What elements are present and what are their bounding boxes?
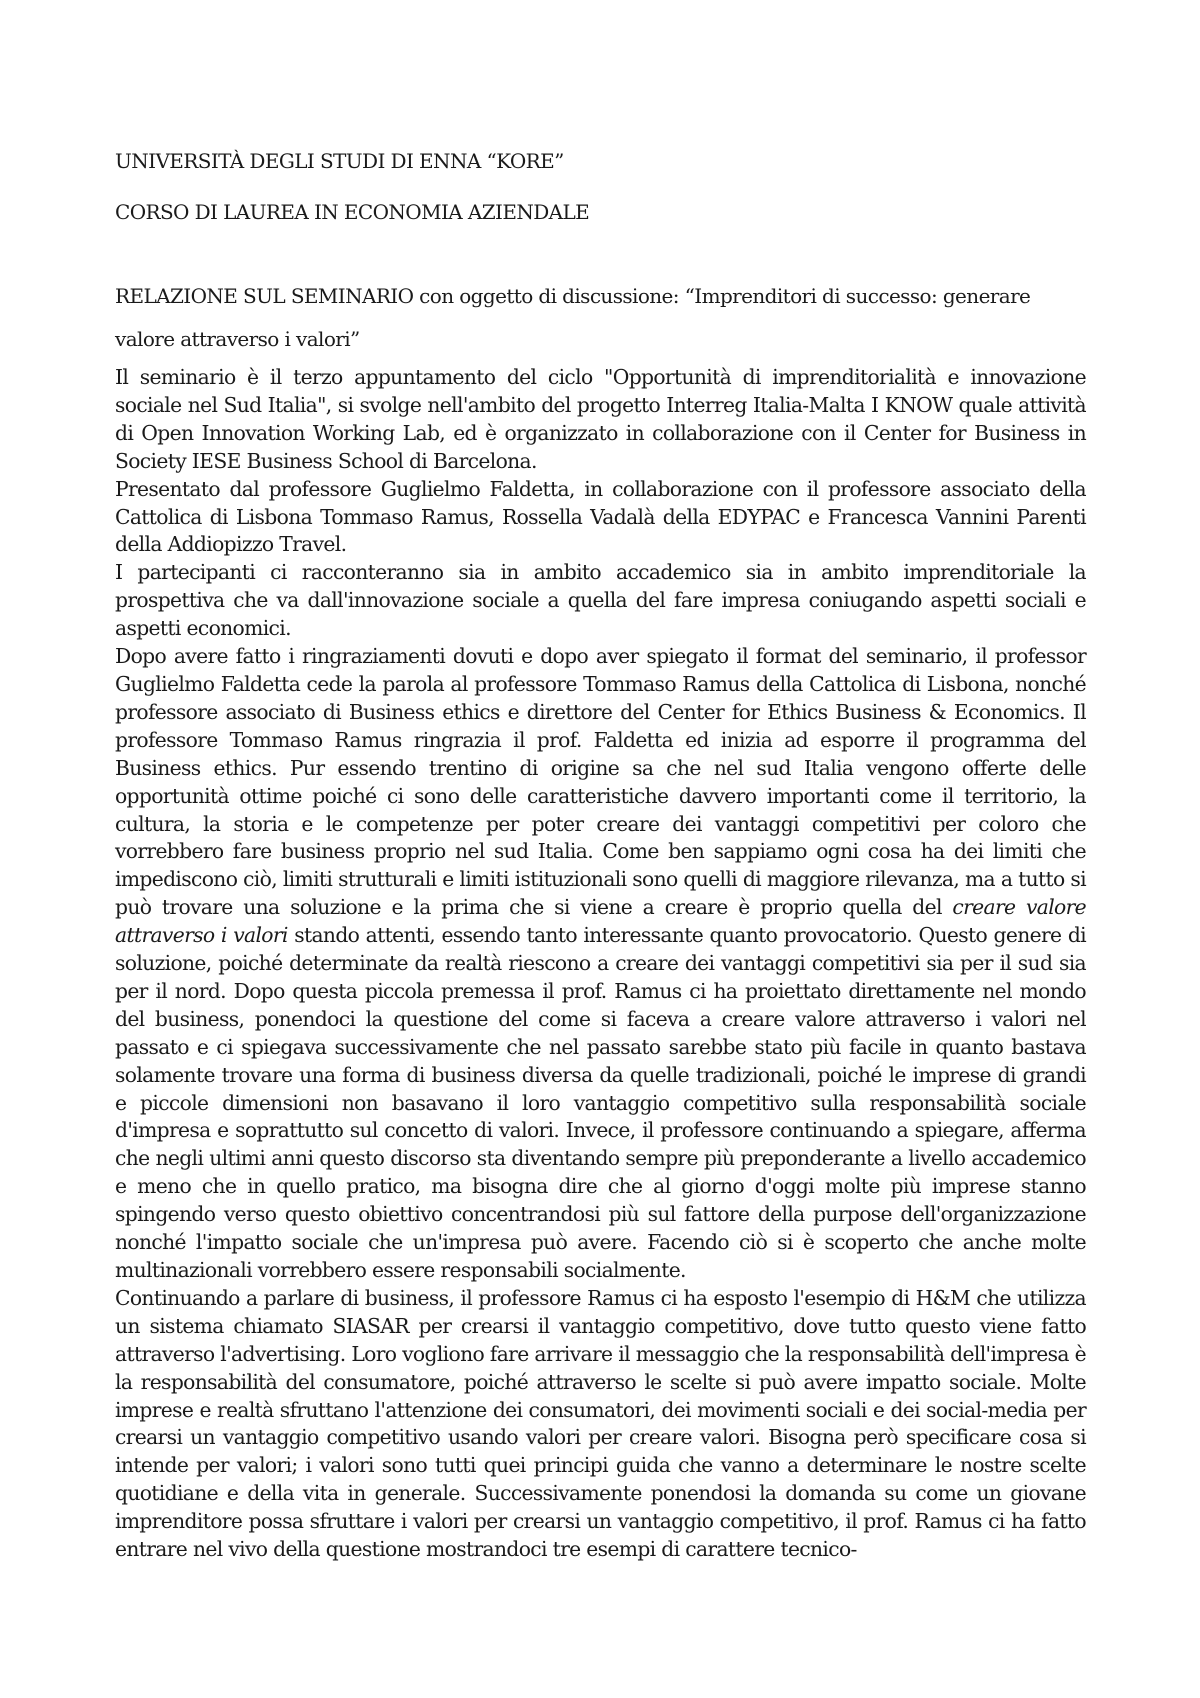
paragraph-hm-example: Continuando a parlare di business, il professore Ramus ci ha esposto l'esempio di H&M che utilizza un sistema chiamato SIASAR per crearsi il vantaggio competitivo, dove tutto questo viene fatto attraverso l'advertising. Loro vogliono fare arrivare il messaggio che la responsabilità dell'impresa è la responsabilità del consumatore, poiché attraverso le scelte si può avere impatto sociale. Molte imprese e realtà sfruttano l'attenzione dei consumatori, dei movimenti sociali e dei social-media per crearsi un vantaggio competitivo usando valori per creare valori. Bisogna però specificare cosa si intende per valori; i valori sono tutti quei principi guida che vanno a determinare le nostre scelte quotidiane e della vita in generale. Successivamente ponendosi la domanda su come un giovane imprenditore possa sfruttare i valori per crearsi un vantaggio competitivo, il prof. Ramus ci ha fatto entrare nel vivo della questione mostrandoci tre esempi di carattere tecnico-	[115, 1285, 1086, 1562]
university-name: UNIVERSITÀ DEGLI STUDI DI ENNA “KORE”	[115, 149, 564, 173]
paragraph-presenters: Presentato dal professore Guglielmo Faldetta, in collaborazione con il professore associato della Cattolica di Lisbona Tommaso Ramus, Rossella Vadalà della EDYPAC e Francesca Vannini Parenti della Addiopizzo Travel.	[115, 476, 1086, 557]
paragraph-ramus-talk-part-2: stando attenti, essendo tanto interessante quanto provocatorio. Questo genere di soluzione, poiché determinate da realtà riescono a creare dei vantaggi competitivi sia per il sud sia per il nord. Dopo questa piccola premessa il prof. Ramus ci ha proiettato direttamente nel mondo del business, ponendoci la questione del come si faceva a creare valore attraverso i valori nel passato e ci spiegava successivamente che nel passato sarebbe stato più facile in quanto bastava solamente trovare una forma di business diversa da quelle tradizionali, poiché le imprese di grandi e piccole dimensioni non basavano il loro vantaggio competitivo sulla responsabilità sociale d'impresa e soprattutto sul concetto di valori. Invece, il professore continuando a spiegare, afferma che negli ultimi anni questo discorso sta diventando sempre più preponderante a livello accademico e meno che in quello pratico, ma bisogna dire che al giorno d'oggi molte più imprese stanno spingendo verso questo obiettivo concentrandosi più sul fattore della purpose dell'organizzazione nonché l'impatto sociale che un'impresa può avere. Facendo ciò si è scoperto che anche molte multinazionali vorrebbero essere responsabili socialmente.	[115, 923, 1086, 1282]
italic-phrase: creare valore attraverso i valori	[115, 895, 1087, 948]
report-body	[115, 364, 1086, 1564]
report-title-line-1: RELAZIONE SUL SEMINARIO con oggetto di discussione: “Imprenditori di successo: generare	[115, 284, 1031, 308]
paragraph-ramus-talk-part-1: Dopo avere fatto i ringraziamenti dovuti e dopo aver spiegato il format del seminario, il professor Guglielmo Faldetta cede la parola al professore Tommaso Ramus della Cattolica di Lisbona, nonché professore associato di Business ethics e direttore del Center for Ethics Business & Economics. Il professore Tommaso Ramus ringrazia il prof. Faldetta ed inizia ad esporre il programma del Business ethics. Pur essendo trentino di origine sa che nel sud Italia vengono offerte delle opportunità ottime poiché ci sono delle caratteristiche davvero importanti come il territorio, la cultura, la storia e le competenze per poter creare dei vantaggi competitivi per coloro che vorrebbero fare business proprio nel sud Italia. Come ben sappiamo ogni cosa ha dei limiti che impediscono ciò, limiti strutturali e limiti istituzionali sono quelli di maggiore rilevanza, ma a tutto si può trovare una soluzione e la prima che si viene a creare è proprio quella del	[115, 644, 1086, 920]
course-name: CORSO DI LAUREA IN ECONOMIA AZIENDALE	[115, 200, 590, 224]
paragraph-ramus-talk	[115, 643, 1086, 1285]
paragraph-participants: I partecipanti ci racconteranno sia in ambito accademico sia in ambito imprenditoriale la prospettiva che va dall'innovazione sociale a quella del fare impresa coniugando aspetti sociali e aspetti economici.	[115, 560, 1086, 641]
paragraph-intro: Il seminario è il terzo appuntamento del ciclo "Opportunità di imprenditorialità e innovazione sociale nel Sud Italia", si svolge nell'ambito del progetto Interreg Italia-Malta I KNOW quale attività di Open Innovation Working Lab, ed è organizzato in collaborazione con il Center for Business in Society IESE Business School di Barcelona.	[115, 365, 1086, 473]
report-title-line-2: valore attraverso i valori”	[115, 327, 360, 351]
